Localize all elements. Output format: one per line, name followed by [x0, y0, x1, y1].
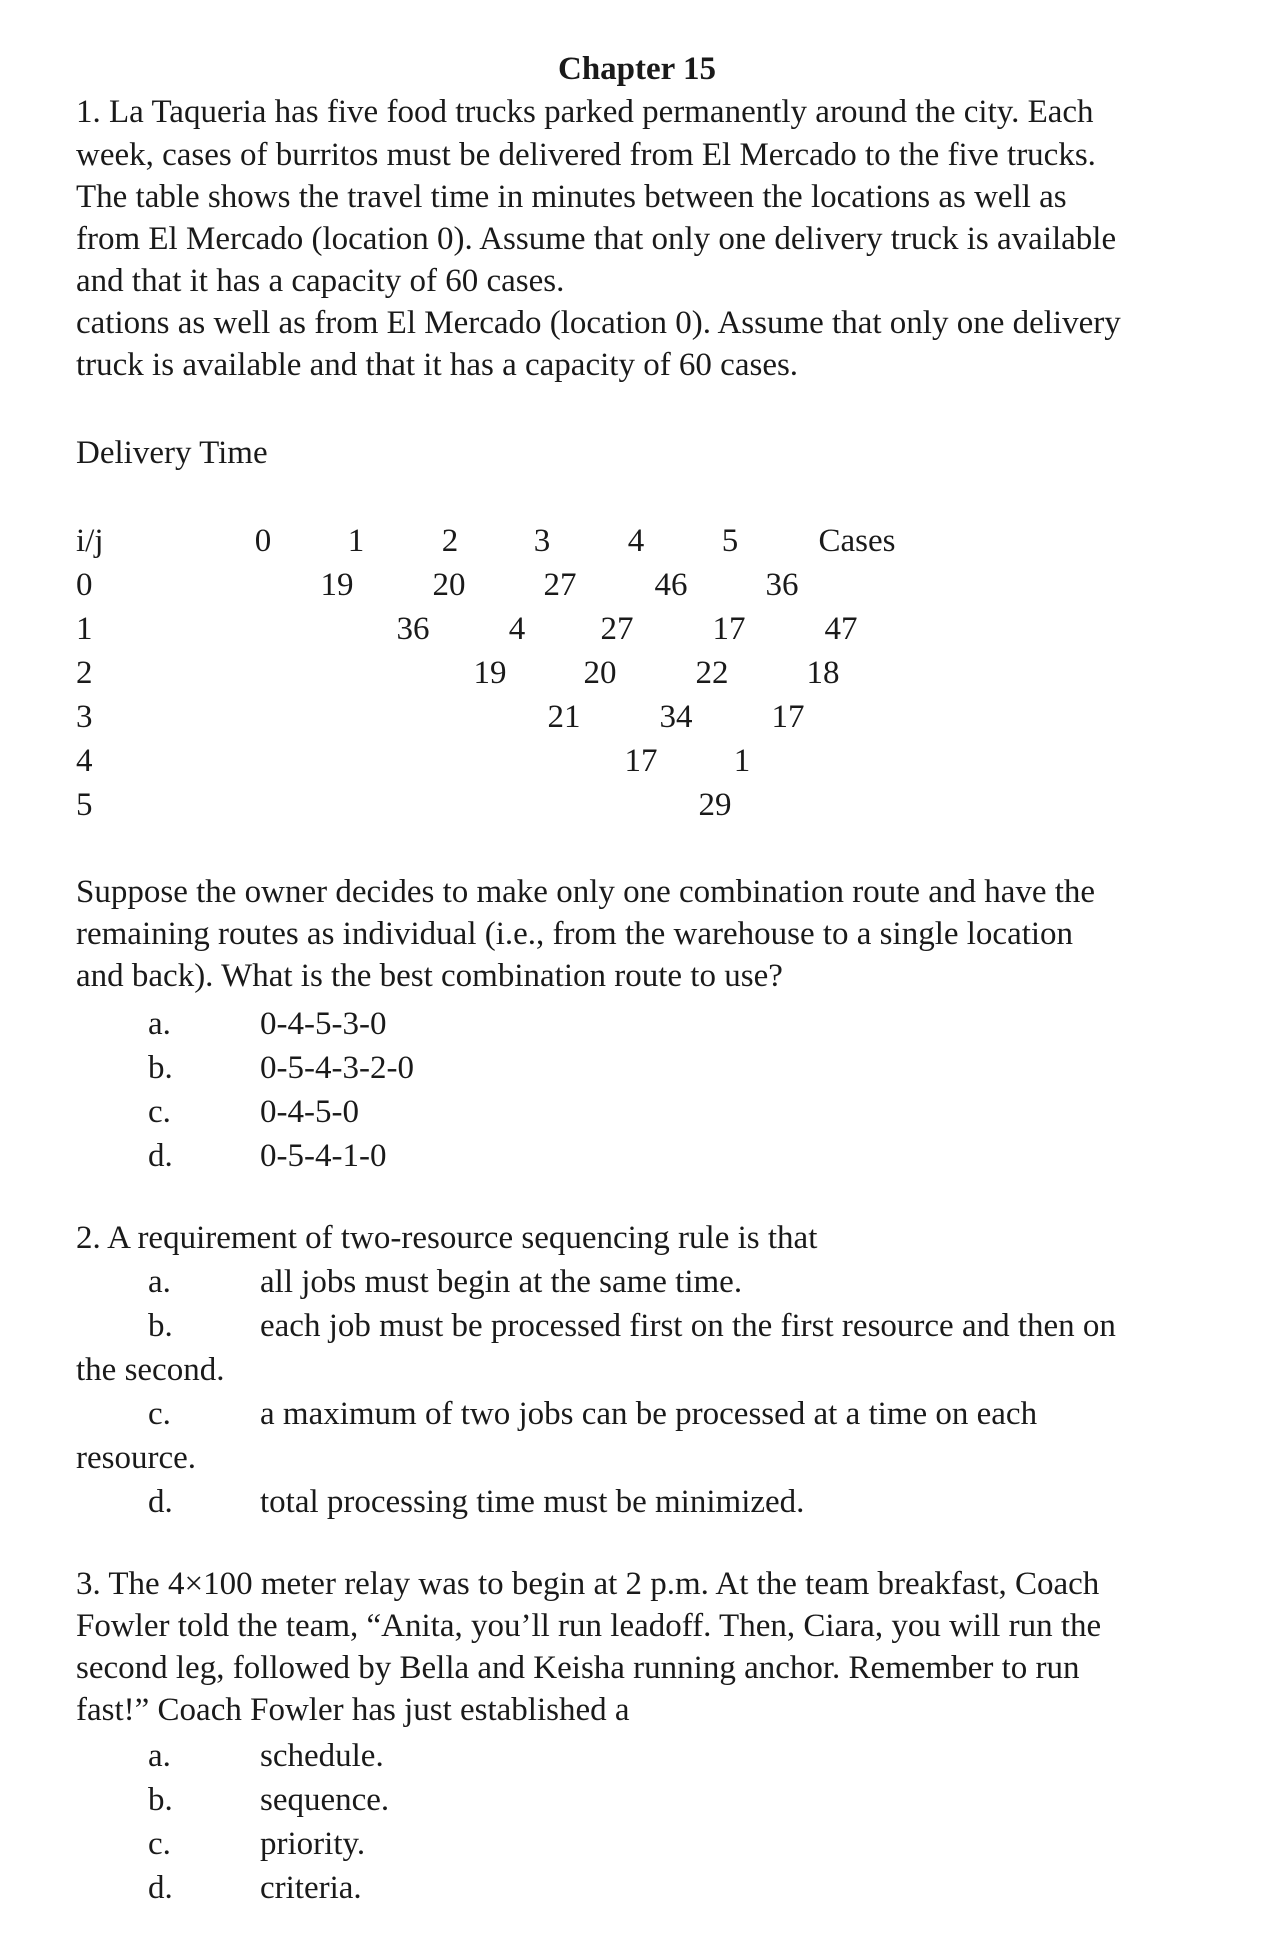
option-text: criteria. — [260, 1870, 362, 1906]
option-text: each job must be processed first on the first resource and then on — [260, 1308, 1116, 1344]
q1-prompt-line: Suppose the owner decides to make only one combination route and have the — [76, 874, 1096, 910]
row-header: 1 — [76, 611, 93, 647]
table-cell: 4 — [508, 611, 526, 647]
q1-line: from El Mercado (location 0). Assume that only one delivery truck is available — [76, 221, 1117, 257]
q1-line: and that it has a capacity of 60 cases. — [76, 263, 565, 299]
option-text: schedule. — [260, 1738, 384, 1774]
table-cell: 27 — [543, 567, 577, 603]
option-text: all jobs must begin at the same time. — [260, 1264, 743, 1300]
q3-line: fast!” Coach Fowler has just established a — [76, 1692, 630, 1728]
q1-line: week, cases of burritos must be delivered from El Mercado to the five trucks. — [76, 137, 1096, 173]
option-label: d. — [148, 1138, 173, 1174]
option-text: 0-4-5-0 — [260, 1094, 359, 1130]
table-cell: 20 — [583, 655, 617, 691]
option-label: c. — [148, 1396, 171, 1432]
option-label: b. — [148, 1782, 173, 1818]
table-cell: 1 — [733, 743, 751, 779]
q1-prompt-line: and back). What is the best combination route to use? — [76, 958, 783, 994]
table-cell: 19 — [473, 655, 507, 691]
q1-line: 1. La Taqueria has five food trucks parked permanently around the city. Each — [76, 94, 1094, 130]
col-header: 5 — [721, 523, 739, 559]
option-text: total processing time must be minimized. — [260, 1484, 805, 1520]
table-cell: 22 — [695, 655, 729, 691]
table-cell: 47 — [824, 611, 858, 647]
option-text: 0-5-4-1-0 — [260, 1138, 387, 1174]
option-text-continued: resource. — [76, 1440, 197, 1476]
option-label: c. — [148, 1826, 171, 1862]
table-corner-label: i/j — [76, 523, 104, 559]
q1-line: cations as well as from El Mercado (location 0). Assume that only one delivery — [76, 305, 1121, 341]
table-cell: 17 — [712, 611, 746, 647]
option-label: a. — [148, 1006, 171, 1042]
option-label: a. — [148, 1738, 171, 1774]
option-label: b. — [148, 1308, 173, 1344]
option-text: 0-4-5-3-0 — [260, 1006, 387, 1042]
table-title: Delivery Time — [76, 435, 268, 471]
row-header: 5 — [76, 787, 93, 823]
row-header: 4 — [76, 743, 93, 779]
table-cell: 36 — [765, 567, 799, 603]
col-header: 1 — [347, 523, 365, 559]
table-cell: 27 — [600, 611, 634, 647]
table-cell: 34 — [659, 699, 693, 735]
option-label: d. — [148, 1870, 173, 1906]
option-label: d. — [148, 1484, 173, 1520]
col-header: 2 — [441, 523, 459, 559]
table-cell: 18 — [806, 655, 840, 691]
option-label: c. — [148, 1094, 171, 1130]
row-header: 3 — [76, 699, 93, 735]
col-header: 4 — [627, 523, 645, 559]
option-text: sequence. — [260, 1782, 390, 1818]
option-text-continued: the second. — [76, 1352, 225, 1388]
col-header: 0 — [254, 523, 272, 559]
table-cell: 19 — [320, 567, 354, 603]
q3-line: 3. The 4×100 meter relay was to begin at 2 p.m. At the team breakfast, Coach — [76, 1566, 1100, 1602]
table-cell: 36 — [396, 611, 430, 647]
table-cell: 21 — [547, 699, 581, 735]
table-cell: 17 — [624, 743, 658, 779]
q3-line: second leg, followed by Bella and Keisha running anchor. Remember to run — [76, 1650, 1080, 1686]
q2-stem: 2. A requirement of two-resource sequencing rule is that — [76, 1220, 818, 1256]
q1-prompt-line: remaining routes as individual (i.e., from the warehouse to a single location — [76, 916, 1074, 952]
option-label: a. — [148, 1264, 171, 1300]
q1-line: truck is available and that it has a capacity of 60 cases. — [76, 347, 799, 383]
table-cell: 17 — [771, 699, 805, 735]
q3-line: Fowler told the team, “Anita, you’ll run leadoff. Then, Ciara, you will run the — [76, 1608, 1102, 1644]
option-text: priority. — [260, 1826, 366, 1862]
option-text: a maximum of two jobs can be processed at a time on each — [260, 1396, 1038, 1432]
col-header: 3 — [533, 523, 551, 559]
row-header: 0 — [76, 567, 93, 603]
row-header: 2 — [76, 655, 93, 691]
table-cell: 46 — [654, 567, 688, 603]
option-label: b. — [148, 1050, 173, 1086]
option-text: 0-5-4-3-2-0 — [260, 1050, 414, 1086]
col-header: Cases — [818, 523, 896, 559]
table-cell: 20 — [432, 567, 466, 603]
chapter-title: Chapter 15 — [558, 51, 716, 87]
q1-line: The table shows the travel time in minutes between the locations as well as — [76, 179, 1067, 215]
table-cell: 29 — [698, 787, 732, 823]
